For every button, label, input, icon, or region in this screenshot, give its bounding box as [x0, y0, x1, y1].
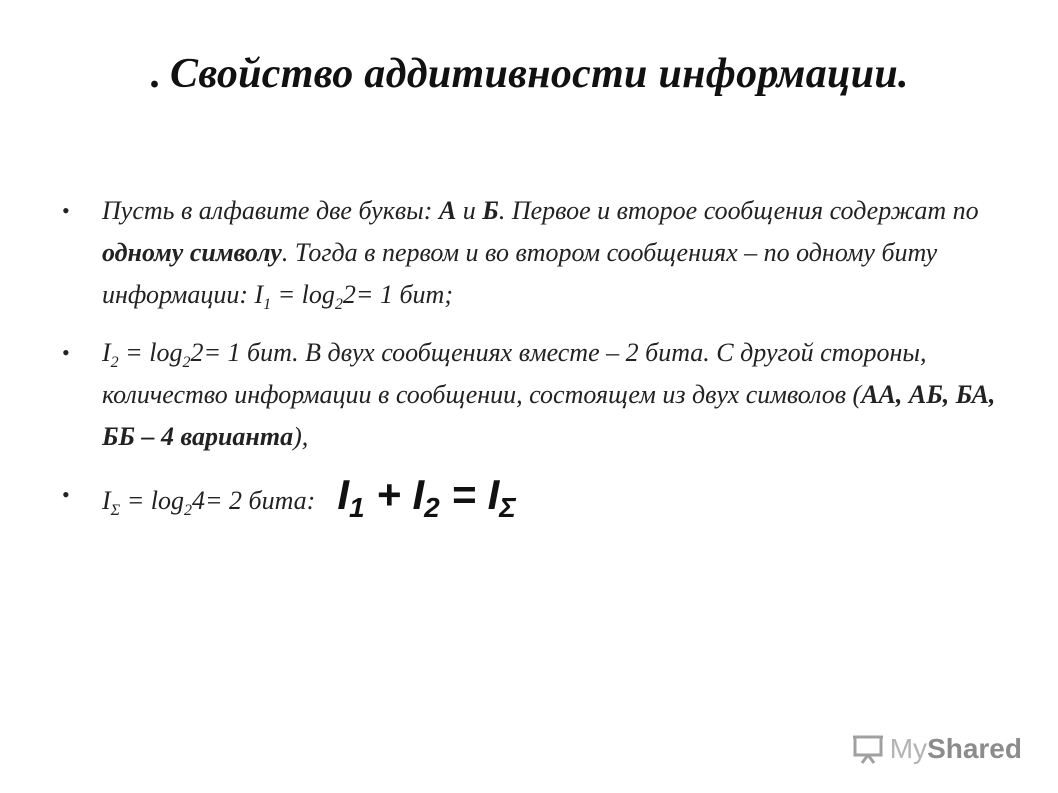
text: и	[456, 196, 483, 225]
bullet-dot-icon: •	[62, 198, 70, 223]
bullet-item-2	[58, 332, 1008, 458]
letter-b: Б	[482, 196, 499, 225]
formula-sub2: 2	[424, 492, 440, 523]
title-text: Свойство аддитивности информации.	[170, 51, 909, 97]
text: 4= 2 бита:	[191, 486, 316, 515]
myshared-watermark	[852, 733, 1022, 765]
watermark-my: My	[889, 733, 928, 764]
bullet-dot-icon: •	[62, 482, 70, 507]
title-dot: .	[149, 51, 160, 97]
subscript: 2	[334, 296, 343, 313]
formula-equals: =	[439, 471, 488, 518]
text: = log	[271, 280, 335, 309]
letter-a: А	[438, 196, 457, 225]
subscript: Σ	[110, 502, 121, 519]
slide-title	[0, 50, 1058, 98]
text: = log	[118, 338, 183, 367]
bullet-list	[58, 190, 1008, 522]
text: . Тогда в первом и во втором сообщениях – по одному биту информации: I	[102, 238, 938, 309]
subscript: 2	[182, 354, 191, 371]
additivity-formula	[337, 471, 516, 523]
formula-i1: I	[337, 471, 350, 518]
text: 2= 1 бит;	[342, 280, 453, 309]
bullet-dot-icon: •	[62, 340, 70, 365]
bullet-item-1	[58, 190, 1008, 316]
text: I	[102, 486, 111, 515]
formula-i2: I	[412, 471, 425, 518]
bold-variants: АА, АБ, БА, ББ – 4 варианта	[102, 380, 996, 451]
text: 2= 1 бит. В двух сообщениях вместе – 2 бита. С другой стороны, количество информации в сообщении, состоящем из двух символов (	[102, 338, 927, 409]
subscript: 2	[110, 354, 119, 371]
subscript: 1	[263, 296, 272, 313]
text: ),	[293, 422, 309, 451]
text: I	[102, 338, 111, 367]
text: . Первое и второе сообщения содержат по	[498, 196, 979, 225]
bullet-item-3	[58, 471, 1008, 523]
bold-phrase: одному символу	[102, 238, 282, 267]
text: Пусть в алфавите две буквы:	[102, 196, 439, 225]
formula-sub1: 1	[349, 492, 365, 523]
presentation-board-icon	[852, 734, 886, 764]
subscript: 2	[183, 502, 192, 519]
formula-sub3: Σ	[499, 492, 516, 523]
watermark-shared: Shared	[927, 733, 1022, 764]
text: = log	[120, 486, 184, 515]
formula-i3: I	[487, 471, 500, 518]
formula-plus: +	[364, 471, 413, 518]
